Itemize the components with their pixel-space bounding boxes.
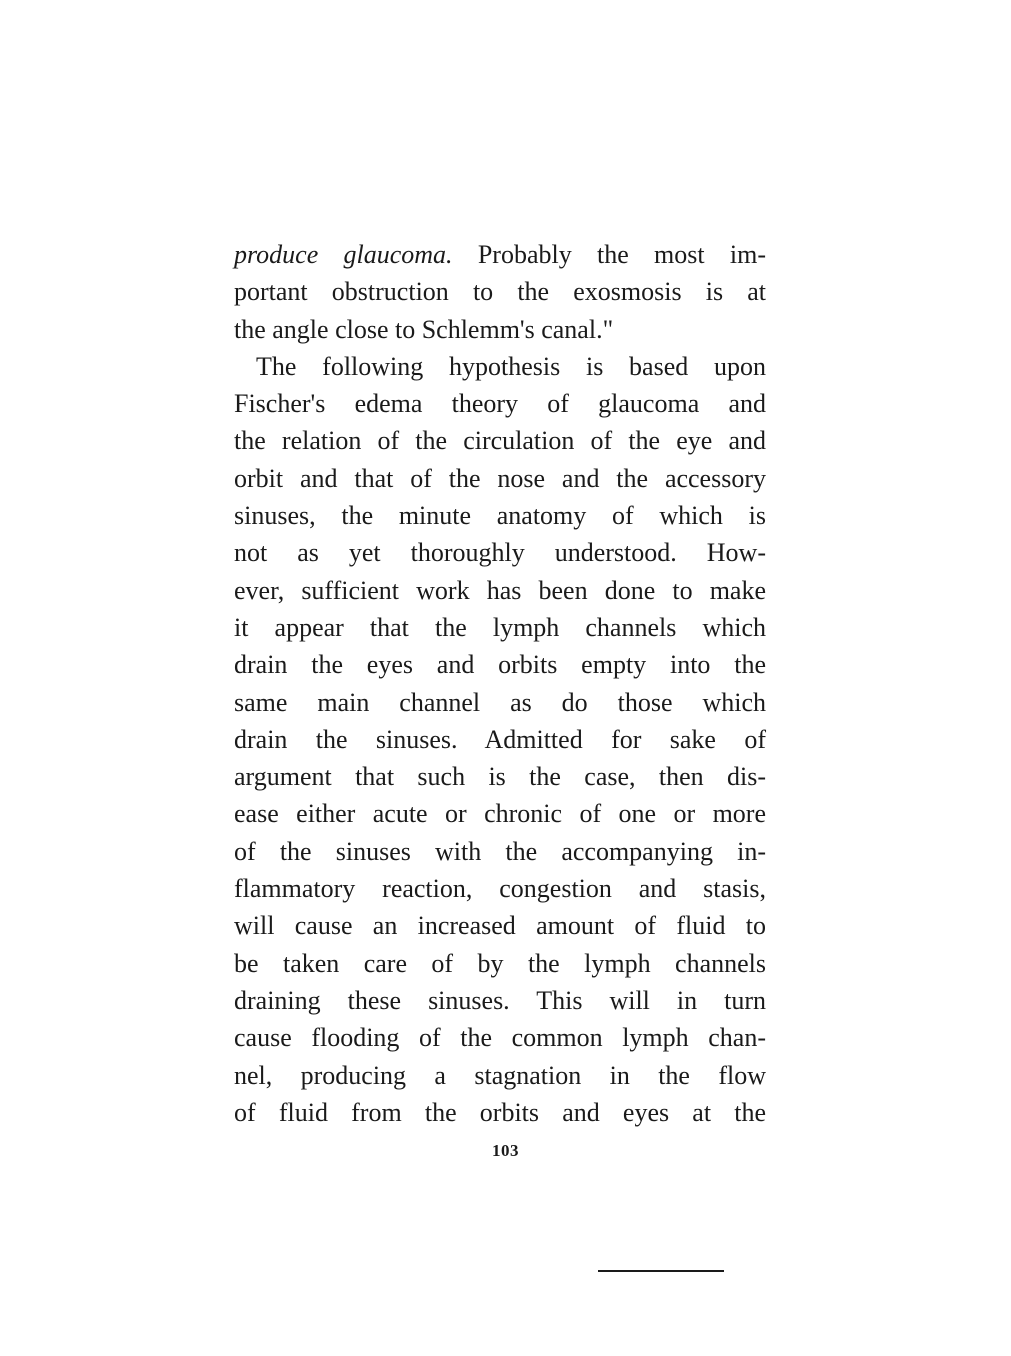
paragraph-2-line-21: of fluid from the orbits and eyes at the <box>234 1097 766 1127</box>
paragraph-2-line-16: will cause an increased amount of fluid to <box>234 911 766 941</box>
paragraph-2-line-20: nel, producing a stagnation in the flow <box>234 1060 766 1090</box>
paragraph-2-line-14: of the sinuses with the accompanying in- <box>234 836 766 866</box>
paragraph-2-line-1: The following hypothesis is based upon <box>256 351 766 381</box>
line-text: Probably the most im- <box>452 240 766 269</box>
paragraph-2-line-17: be taken care of by the lymph channels <box>234 948 766 978</box>
paragraph-2-line-13: ease either acute or chronic of one or more <box>234 799 766 829</box>
paragraph-2-line-7: ever, sufficient work has been done to make <box>234 575 766 605</box>
body-text <box>234 236 766 1131</box>
paragraph-2-line-15: flammatory reaction, congestion and stasis, <box>234 874 766 904</box>
paragraph-2-line-2: Fischer's edema theory of glaucoma and <box>234 389 766 419</box>
paragraph-2-line-8: it appear that the lymph channels which <box>234 612 766 642</box>
emphasized-phrase: produce glaucoma. <box>234 240 453 269</box>
paragraph-2-line-19: cause flooding of the common lymph chan- <box>234 1023 766 1053</box>
paragraph-2-line-18: draining these sinuses. This will in turn <box>234 985 766 1015</box>
paragraph-1-line-2: portant obstruction to the exosmosis is at <box>234 277 766 307</box>
paragraph-2-line-9: drain the eyes and orbits empty into the <box>234 650 766 680</box>
paragraph-2-line-5: sinuses, the minute anatomy of which is <box>234 501 766 531</box>
paragraph-1-line-3: the angle close to Schlemm's canal." <box>234 314 614 344</box>
paragraph-2-line-11: drain the sinuses. Admitted for sake of <box>234 724 766 754</box>
footer-rule <box>598 1270 724 1272</box>
paragraph-2-line-10: same main channel as do those which <box>234 687 766 717</box>
paragraph-2-line-4: orbit and that of the nose and the accessory <box>234 463 766 493</box>
paragraph-2-line-3: the relation of the circulation of the eye and <box>234 426 766 456</box>
paragraph-2-line-6: not as yet thoroughly understood. How- <box>234 538 766 568</box>
paragraph-2-line-12: argument that such is the case, then dis- <box>234 762 766 792</box>
paragraph-1-line-1 <box>234 236 766 273</box>
page-number: 103 <box>492 1141 519 1160</box>
